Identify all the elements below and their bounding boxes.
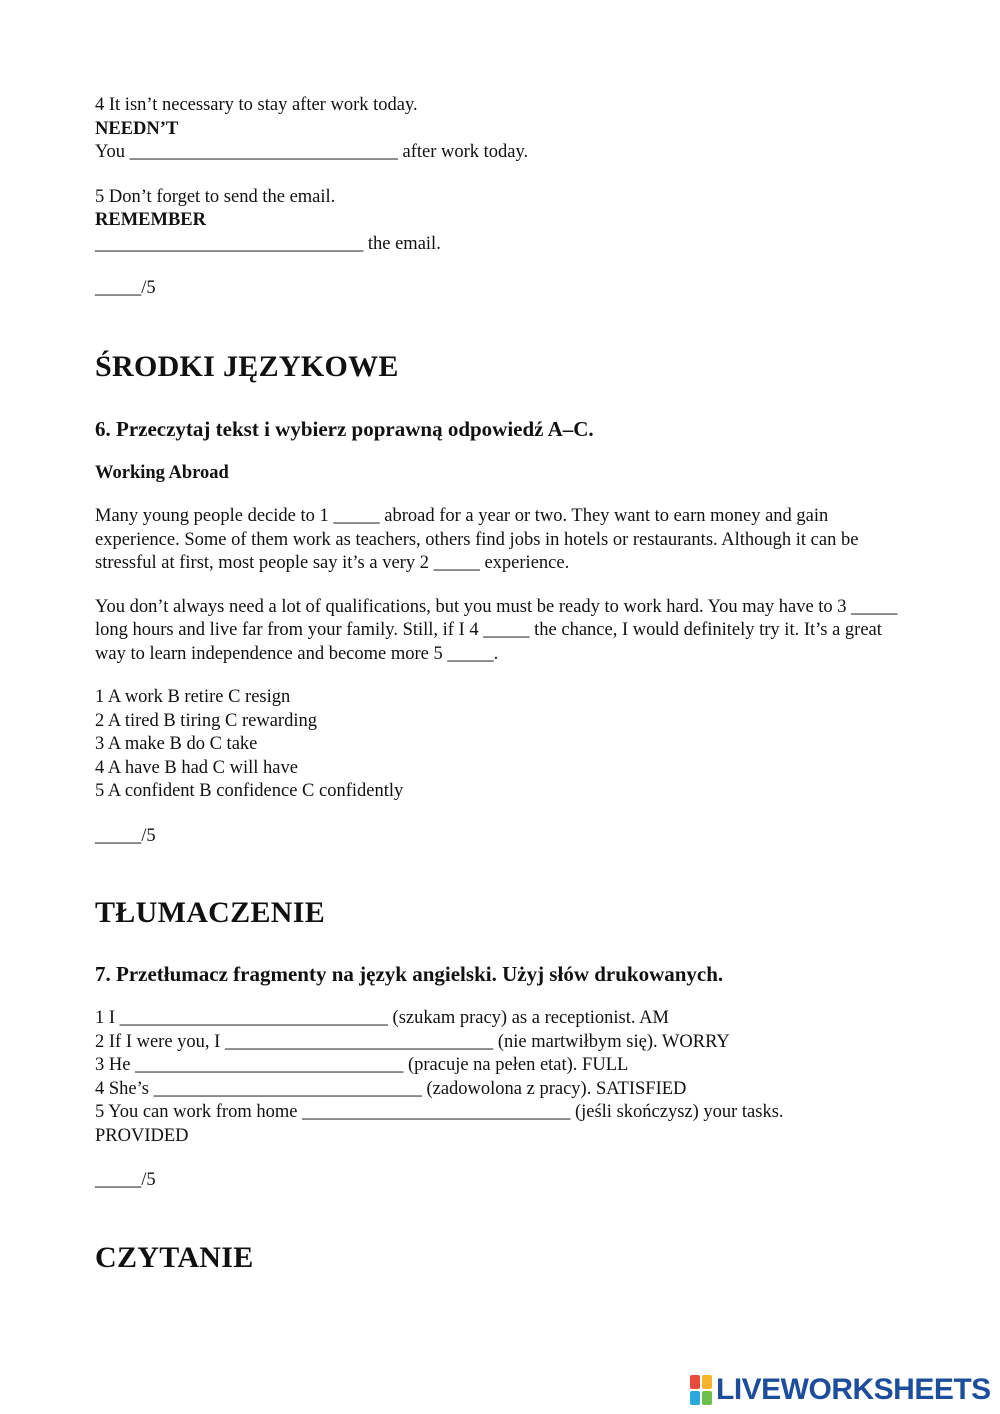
- answer-option[interactable]: 5 A confident B confidence C confidently: [95, 781, 404, 801]
- liveworksheets-mark-icon: [690, 1375, 712, 1405]
- logo-text: LIVEWORKSHEETS: [716, 1373, 991, 1406]
- text-paragraph-1: Many young people decide to 1 _____ abroad for a year or two. They want to earn money and gain experience. Some of them work as teachers, others find jobs in hotels or restaurants. Although it can be stressful at first, most people say it’s a very 2 _____ experience.: [95, 506, 859, 573]
- translation-item[interactable]: 2 If I were you, I _____________________________ (nie martwiłbym się). WORRY: [95, 1031, 730, 1052]
- translation-item[interactable]: 3 He _____________________________ (pracuje na pełen etat). FULL: [95, 1055, 629, 1075]
- translation-items-list: [95, 1007, 915, 1148]
- answer-option[interactable]: 3 A make B do C take: [95, 734, 258, 754]
- task-7-instruction: 7. Przetłumacz fragmenty na język angielski. Użyj słów drukowanych.: [95, 962, 724, 986]
- answer-option[interactable]: 1 A work B retire C resign: [95, 687, 291, 707]
- logo-square: [702, 1391, 712, 1405]
- translation-item-5-keyword: PROVIDED: [95, 1125, 189, 1146]
- item-4-prompt: 4 It isn’t necessary to stay after work today.: [95, 95, 418, 115]
- section-title-tlumaczenie: TŁUMACZENIE: [95, 896, 325, 929]
- translation-item[interactable]: 5 You can work from home _____________________________ (jeśli skończysz) your tasks.: [95, 1102, 784, 1122]
- exercise-5-item-4: [95, 94, 915, 165]
- item-4-answer-line[interactable]: You _____________________________ after work today.: [95, 142, 529, 162]
- worksheet-page: [95, 94, 915, 1276]
- logo-square: [702, 1375, 712, 1389]
- logo-square: [690, 1391, 700, 1405]
- answer-options-list: [95, 686, 915, 804]
- logo-square: [690, 1375, 700, 1389]
- item-5-answer-line[interactable]: _____________________________ the email.: [95, 233, 441, 254]
- section-title-srodki: ŚRODKI JĘZYKOWE: [95, 349, 399, 383]
- translation-item[interactable]: 1 I _____________________________ (szukam pracy) as a receptionist. AM: [95, 1008, 669, 1028]
- item-4-keyword: NEEDN’T: [95, 118, 179, 139]
- section-title-czytanie: CZYTANIE: [95, 1240, 254, 1274]
- task-6-instruction: 6. Przeczytaj tekst i wybierz poprawną odpowiedź A–C.: [95, 416, 594, 441]
- answer-option[interactable]: 4 A have B had C will have: [95, 757, 298, 778]
- item-5-keyword: REMEMBER: [95, 210, 206, 230]
- task-6-score[interactable]: _____/5: [95, 825, 156, 846]
- text-paragraph-2: You don’t always need a lot of qualifications, but you must be ready to work hard. You may have to 3 _____ long hours and live far from your family. Still, if I 4 _____ the chance, I would definitely try it. It’s a great way to learn independence and become more 5 _____.: [95, 596, 898, 664]
- answer-option[interactable]: 2 A tired B tiring C rewarding: [95, 710, 317, 731]
- exercise-5-item-5: [95, 186, 915, 257]
- item-5-prompt: 5 Don’t forget to send the email.: [95, 186, 336, 207]
- exercise-5-score[interactable]: _____/5: [95, 278, 156, 298]
- task-7-score[interactable]: _____/5: [95, 1170, 156, 1190]
- translation-item[interactable]: 4 She’s _____________________________ (zadowolona z pracy). SATISFIED: [95, 1078, 687, 1099]
- text-title-working-abroad: Working Abroad: [95, 462, 229, 483]
- liveworksheets-logo: [690, 1370, 991, 1410]
